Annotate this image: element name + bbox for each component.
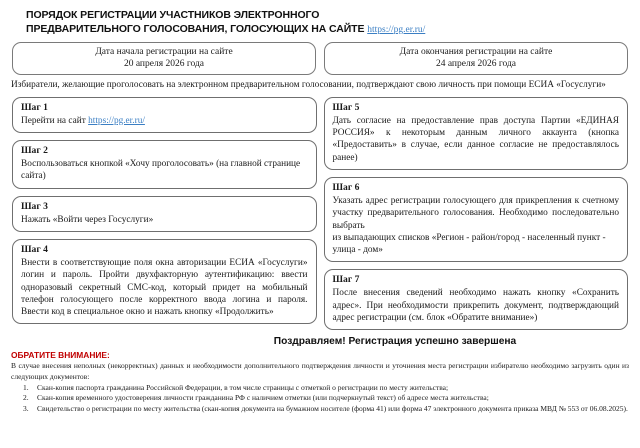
notice-item-3-number: 3. (23, 403, 29, 413)
registration-start-date-label: Дата начала регистрации на сайте (95, 47, 233, 57)
step-7-title: Шаг 7 (332, 274, 360, 286)
step-6-body: Указать адрес регистрации голосующего для прикрепления к счетному участку предварительного голосования. Необходимо последовательно выбрать (332, 196, 619, 231)
step-box-2 (12, 140, 317, 189)
notice-block (10, 350, 630, 414)
step-1-body (21, 115, 308, 127)
registration-start-date-value: 20 апреля 2026 года (123, 59, 205, 70)
step-3-body: Нажать «Войти через Госуслуги» (21, 214, 154, 225)
step-2-title: Шаг 2 (21, 145, 48, 157)
title-site-link[interactable]: https://pg.er.ru/ (367, 25, 426, 35)
page-title (26, 8, 630, 37)
registration-end-date-value: 24 апреля 2026 года (435, 59, 517, 70)
list-item (11, 383, 629, 393)
step-5-title: Шаг 5 (332, 101, 360, 113)
step-box-4 (12, 239, 317, 324)
step-7-body: После внесения сведений необходимо нажать кнопку «Сохранить адрес». При необходимости прикрепить документ, подтверждающий адрес регистрации (см. блок «Обратите внимание») (332, 288, 619, 324)
registration-end-date-label: Дата окончания регистрации на сайте (399, 47, 553, 57)
step-1-title: Шаг 1 (21, 101, 48, 113)
step-2-body: Воспользоваться кнопкой «Хочу проголосовать» (на главной странице сайта) (21, 159, 301, 182)
page-title-line-2: ПРЕДВАРИТЕЛЬНОГО ГОЛОСОВАНИЯ, ГОЛОСУЮЩИХ НА САЙТЕ (26, 23, 365, 35)
page-title-line-1: ПОРЯДОК РЕГИСТРАЦИИ УЧАСТНИКОВ ЭЛЕКТРОННОГО (26, 9, 320, 21)
notice-item-3-text: Свидетельство о регистрации по месту жительства (скан-копия документа на бумажном носителе (форма 41) или форма 47 электронного документа приказа МВД № 553 от 06.08.2025). (37, 403, 628, 413)
step-box-3 (12, 196, 317, 232)
notice-text: В случае внесения неполных (некорректных) данных и необходимости дополнительного подтверждения личности и уточнения места регистрации избирателю необходимо загрузить один из следующих документов: (11, 361, 629, 381)
notice-item-2-number: 2. (23, 393, 29, 403)
intro-paragraph: Избиратели, желающие проголосовать на электронном предварительном голосовании, подтверждают свою личность при помощи ЕСИА «Госуслуги» (11, 80, 606, 91)
steps-column-left (12, 97, 317, 325)
steps-columns (10, 97, 630, 331)
step-box-1 (12, 97, 317, 133)
step-box-7 (324, 269, 629, 330)
notice-item-1-text: Скан-копия паспорта гражданина Российской Федерации, в том числе страницы с отметкой о регистрации по месту жительства; (37, 382, 449, 392)
registration-dates-row (10, 42, 630, 75)
list-item (11, 404, 629, 414)
step-4-body: Внести в соответствующие поля окна авторизации ЕСИА «Госуслуги» логин и пароль. Пройти двухфакторную аутентификацию: ввести одноразовый секретный СМС-код, который придет на мобильный телефон голосующего после корректного ввода логина и пароля. Ввести код в специальное окно и нажать кнопку «Продолжить» (21, 258, 308, 318)
step-3-title: Шаг 3 (21, 200, 48, 212)
step-box-6 (324, 177, 629, 262)
step-5-body: Дать согласие на предоставление прав доступа Партии «ЕДИНАЯ РОССИЯ» к некоторым данным личного аккаунта (кнопка «Предоставить» в случае, если данное согласие не предоставлялось ранее) (332, 115, 619, 163)
registration-start-date-box (12, 42, 316, 75)
step-6-body-continued: из выпадающих списков «Регион - район/город - населенный пункт - улица - дом» (332, 232, 606, 256)
step-box-5 (324, 97, 629, 170)
congratulations-message: Поздравляем! Регистрация успешно завершена (273, 336, 517, 348)
step-1-site-link[interactable]: https://pg.er.ru/ (88, 115, 145, 126)
notice-title: ОБРАТИТЕ ВНИМАНИЕ: (11, 350, 110, 361)
registration-end-date-box (324, 42, 628, 75)
notice-item-2-text: Скан-копия временного удостоверения личности гражданина РФ с наличием отметки (или подчеркнутый текст) об адресе места жительства; (37, 393, 489, 403)
step-1-body-prefix: Перейти на сайт (21, 115, 89, 126)
notice-document-list (11, 383, 629, 414)
step-4-title: Шаг 4 (21, 244, 48, 255)
step-6-title: Шаг 6 (332, 182, 360, 193)
notice-item-1-number: 1. (23, 382, 29, 392)
steps-column-right (324, 97, 629, 331)
list-item (11, 393, 629, 403)
